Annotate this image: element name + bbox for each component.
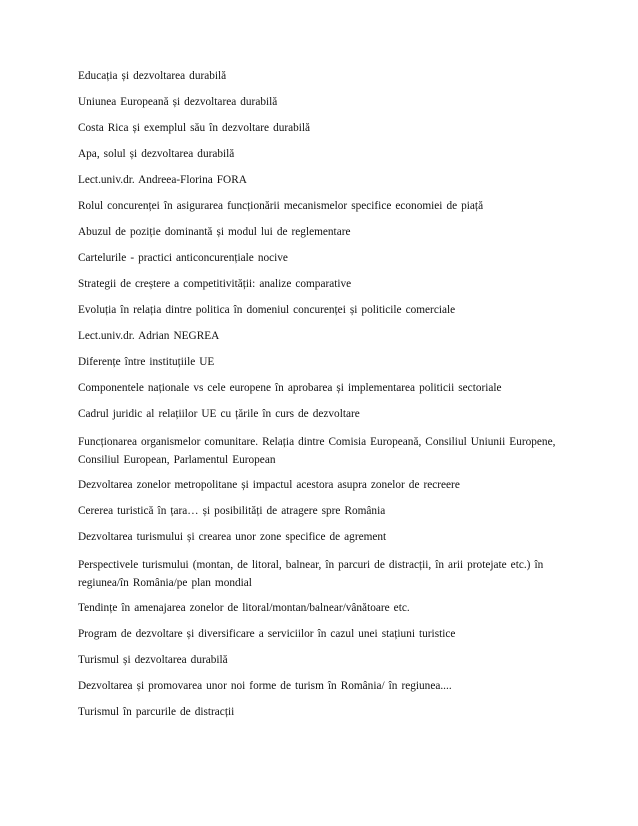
topic-line: Dezvoltarea și promovarea unor noi forme de turism în România/ în regiunea.... <box>78 680 452 692</box>
topic-line: Tendințe în amenajarea zonelor de litoral/montan/balnear/vânătoare etc. <box>78 602 410 614</box>
document-page <box>78 69 558 731</box>
topic-line: Program de dezvoltare și diversificare a serviciilor în cazul unei stațiuni turistice <box>78 628 456 640</box>
author-line: Lect.univ.dr. Adrian NEGREA <box>78 330 220 342</box>
topic-line: Cererea turistică în țara… și posibilități de atragere spre România <box>78 505 386 517</box>
topic-line: Costa Rica și exemplul său în dezvoltare durabilă <box>78 122 311 134</box>
topic-line: Uniunea Europeană și dezvoltarea durabilă <box>78 96 278 108</box>
author-line: Lect.univ.dr. Andreea-Florina FORA <box>78 174 247 186</box>
topic-line: Turismul în parcurile de distracții <box>78 706 235 718</box>
topic-line: Perspectivele turismului (montan, de litoral, balnear, în parcuri de distracții, în arii protejate etc.) în regiunea/în România/pe plan mondial <box>78 559 544 589</box>
topic-line: Abuzul de poziție dominantă și modul lui de reglementare <box>78 226 351 238</box>
topic-line: Dezvoltarea zonelor metropolitane și impactul acestora asupra zonelor de recreere <box>78 479 460 491</box>
topic-line: Educația și dezvoltarea durabilă <box>78 70 227 82</box>
topic-line: Evoluția în relația dintre politica în domeniul concurenței și politicile comerciale <box>78 304 456 316</box>
topic-line: Turismul și dezvoltarea durabilă <box>78 654 228 666</box>
topic-line: Diferențe între instituțiile UE <box>78 356 215 368</box>
topic-line: Cartelurile - practici anticoncurențiale nocive <box>78 252 288 264</box>
topic-line: Rolul concurenței în asigurarea funcționării mecanismelor specifice economiei de piață <box>78 200 484 212</box>
topic-line: Apa, solul și dezvoltarea durabilă <box>78 148 235 160</box>
topic-line: Strategii de creștere a competitivității: analize comparative <box>78 278 352 290</box>
topic-line: Funcționarea organismelor comunitare. Relația dintre Comisia Europeană, Consiliul Uniunii Europene, Consiliul European, Parlamentul European <box>78 436 556 466</box>
topic-line: Cadrul juridic al relațiilor UE cu țările în curs de dezvoltare <box>78 408 360 420</box>
topic-line: Dezvoltarea turismului și crearea unor zone specifice de agrement <box>78 531 387 543</box>
topic-line: Componentele naționale vs cele europene în aprobarea și implementarea politicii sectoriale <box>78 382 502 394</box>
